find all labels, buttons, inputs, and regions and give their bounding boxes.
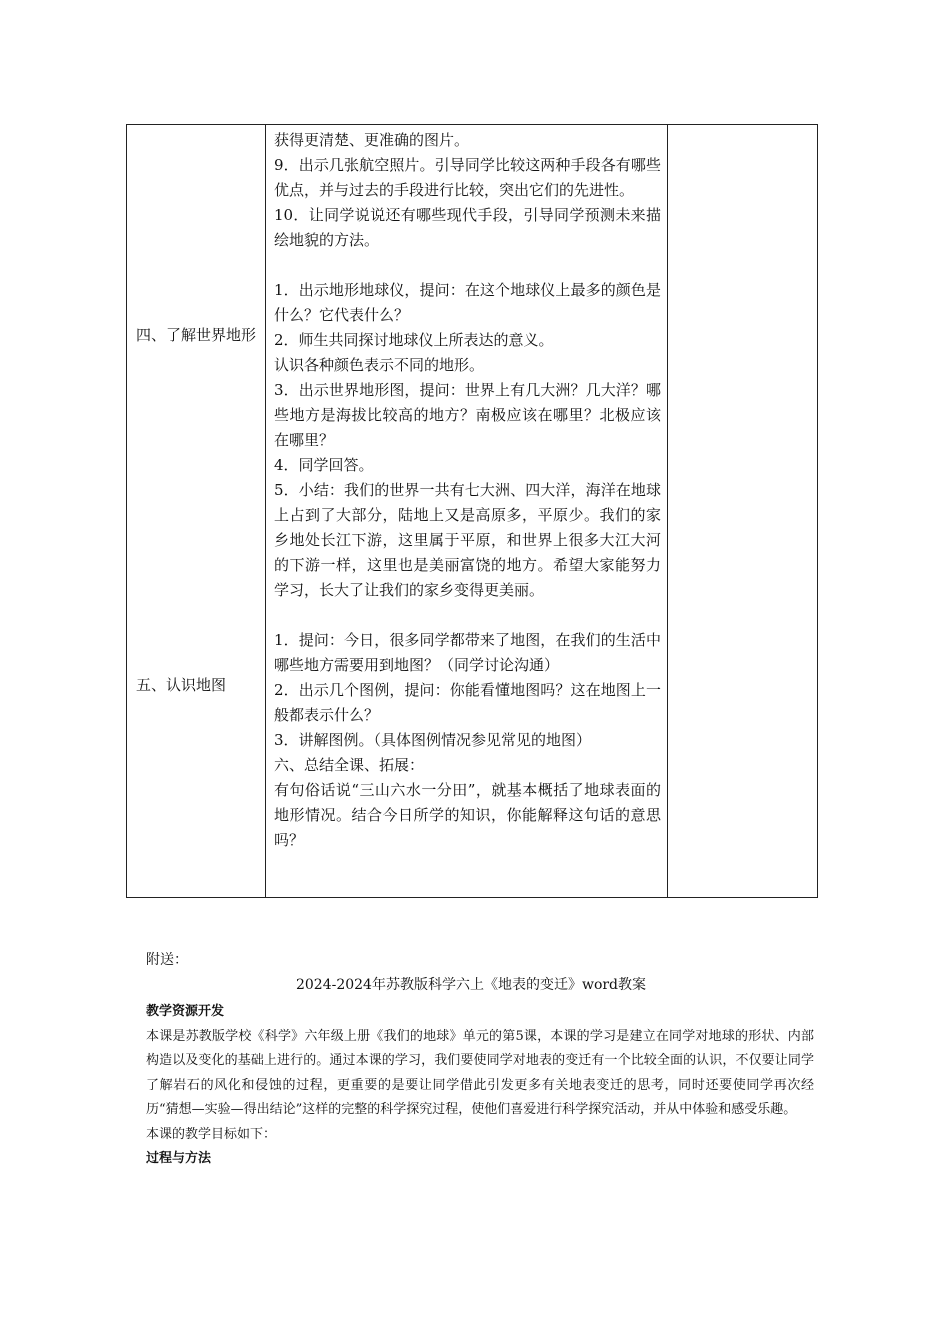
- activity-line: 3．出示世界地形图，提问：世界上有几大洲？几大洋？哪些地方是海拔比较高的地方？南极应该在哪里？北极应该在哪里？: [274, 381, 661, 449]
- lesson-plan-table: [126, 124, 818, 898]
- document-body: [146, 1000, 814, 1172]
- activity-line: 1．出示地形地球仪，提问：在这个地球仪上最多的颜色是什么？它代表什么？: [274, 281, 661, 324]
- section-heading-process: 过程与方法: [146, 1151, 212, 1166]
- activity-line: 获得更清楚、更准确的图片。: [274, 131, 470, 149]
- activity-line: 10．让同学说说还有哪些现代手段，引导同学预测未来描绘地貌的方法。: [274, 206, 661, 249]
- activity-line: 9．出示几张航空照片。引导同学比较这两种手段各有哪些优点，并与过去的手段进行比较，突出它们的先进性。: [274, 156, 661, 199]
- activity-line: 4．同学回答。: [274, 456, 374, 474]
- activity-column: [266, 125, 668, 898]
- section-heading-resources: 教学资源开发: [146, 1004, 225, 1019]
- activity-line: 2．出示几个图例，提问：你能看懂地图吗？这在地图上一般都表示什么？: [274, 681, 661, 724]
- activity-column-content: [266, 125, 667, 853]
- activity-line: 1．提问：今日，很多同学都带来了地图，在我们的生活中哪些地方需要用到地图？（同学讨论沟通）: [274, 631, 661, 674]
- activity-line: 六、总结全课、拓展：: [274, 756, 425, 774]
- activity-line: 3．讲解图例。（具体图例情况参见常见的地图）: [274, 731, 592, 749]
- blank-line: [274, 253, 661, 278]
- activity-line: 有句俗话说“三山六水一分田”，就基本概括了地球表面的地形情况。结合今日所学的知识，你能解释这句话的意思吗？: [274, 781, 661, 849]
- resources-paragraph: 本课是苏教版学校《科学》六年级上册《我们的地球》单元的第5课，本课的学习是建立在同学对地球的形状、内部构造以及变化的基础上进行的。通过本课的学习，我们要使同学对地表的变迁有一个比较全面的认识，不仅要让同学了解岩石的风化和侵蚀的过程，更重要的是要让同学借此引发更多有关地表变迁的思考，同时还要使同学再次经历“猜想—实验—得出结论”这样的完整的科学探究过程，使他们喜爱进行科学探究活动，并从中体验和感受乐趣。: [146, 1028, 814, 1117]
- activity-line: 认识各种颜色表示不同的地形。: [274, 356, 485, 374]
- stage-column: [127, 125, 266, 898]
- blank-line: [274, 603, 661, 628]
- activity-line: 5．小结：我们的世界一共有七大洲、四大洋，海洋在地球上占到了大部分，陆地上又是高原多，平原少。我们的家乡地处长江下游，这里属于平原，和世界上很多大江大河的下游一样，这里也是美丽富饶的地方。希望大家能努力学习，长大了让我们的家乡变得更美丽。: [274, 481, 661, 599]
- goals-intro: 本课的教学目标如下：: [146, 1126, 277, 1142]
- stage-four-label: 四、了解世界地形: [136, 326, 257, 344]
- notes-column: [668, 125, 818, 898]
- activity-line: 2．师生共同探讨地球仪上所表达的意义。: [274, 331, 554, 349]
- appendix-label: 附送：: [146, 952, 188, 968]
- stage-column-content: [127, 125, 265, 897]
- stage-five-label: 五、认识地图: [136, 676, 227, 694]
- document-title: 2024-2024年苏教版科学六上《地表的变迁》word教案: [295, 977, 647, 993]
